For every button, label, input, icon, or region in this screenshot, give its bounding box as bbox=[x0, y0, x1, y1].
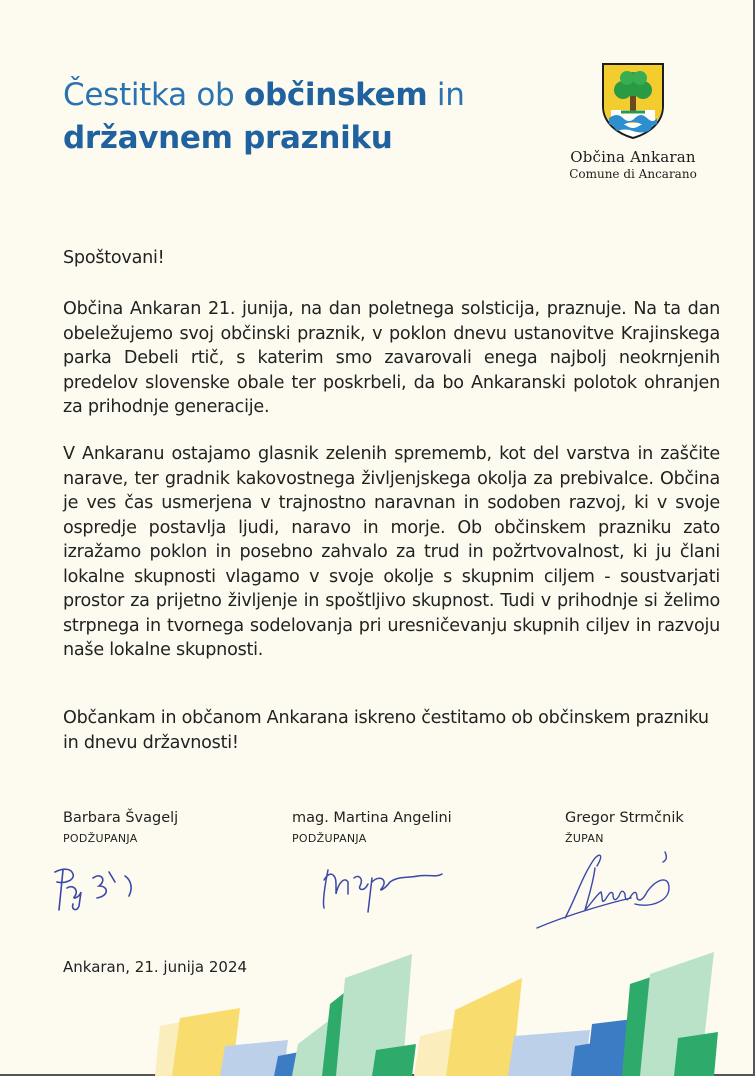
title-bold-1: občinskem bbox=[243, 77, 428, 113]
date-line: Ankaran, 21. junija 2024 bbox=[63, 958, 248, 976]
signatory-2-role: PODŽUPANJA bbox=[292, 832, 367, 845]
title-part-2: in bbox=[427, 77, 465, 113]
title-part-1: Čestitka ob bbox=[63, 77, 244, 113]
decorative-bars bbox=[0, 946, 755, 1076]
municipality-logo bbox=[562, 62, 704, 181]
page-title bbox=[63, 74, 543, 160]
paragraph-2: V Ankaranu ostajamo glasnik zelenih sprememb, kot del varstva in zaščite narave, ter gradnik kakovostnega življenjskega okolja za prebivalce. Občina je ves čas usmerjena v trajnostno naravnan in sodoben razvoj, ki v svoje ospredje postavlja ljudi, naravo in morje. Ob občinskem prazniku zato izražamo poklon in posebno zahvalo za trud in požrtvovalnost, ki ju člani lokalne skupnosti vlagamo v svoje okolje s skupnim ciljem - soustvarjati prostor za prijetno življenje in spoštljivo skupnost. Tudi v prihodnje si želimo strpnega in tvornega sodelovanja pri uresničevanju skupnih ciljev in razvoju naše lokalne skupnosti. bbox=[63, 444, 720, 660]
signatory-3 bbox=[565, 810, 684, 845]
signature-2 bbox=[318, 850, 468, 920]
signature-1 bbox=[49, 858, 159, 918]
signatory-3-role: ŽUPAN bbox=[565, 832, 604, 845]
logo-subtitle: Comune di Ancarano bbox=[569, 167, 697, 181]
logo-name: Občina Ankaran bbox=[570, 148, 696, 166]
coat-of-arms-icon bbox=[601, 62, 665, 140]
signatory-2-name: mag. Martina Angelini bbox=[292, 810, 452, 826]
greeting: Spoštovani! bbox=[63, 248, 165, 268]
title-bold-2: državnem prazniku bbox=[63, 120, 393, 156]
signatory-3-name: Gregor Strmčnik bbox=[565, 810, 684, 826]
signatory-1-role: PODŽUPANJA bbox=[63, 832, 138, 845]
signatory-2 bbox=[292, 810, 452, 845]
signatory-1 bbox=[63, 810, 178, 845]
paragraph-3: Občankam in občanom Ankarana iskreno čestitamo ob občinskem prazniku in dnevu državnosti! bbox=[63, 708, 709, 753]
signature-3 bbox=[535, 844, 715, 934]
signatory-1-name: Barbara Švagelj bbox=[63, 810, 179, 826]
paragraph-1: Občina Ankaran 21. junija, na dan poletnega solsticija, praznuje. Na ta dan obeležujemo svoj občinski praznik, v poklon dnevu ustanovitve Krajinskega parka Debeli rtič, s katerim smo zavarovali enega najbolj neokrnjenih predelov slovenske obale ter poskrbeli, da bo Ankaranski polotok ohranjen za prihodnje generacije. bbox=[63, 299, 720, 417]
